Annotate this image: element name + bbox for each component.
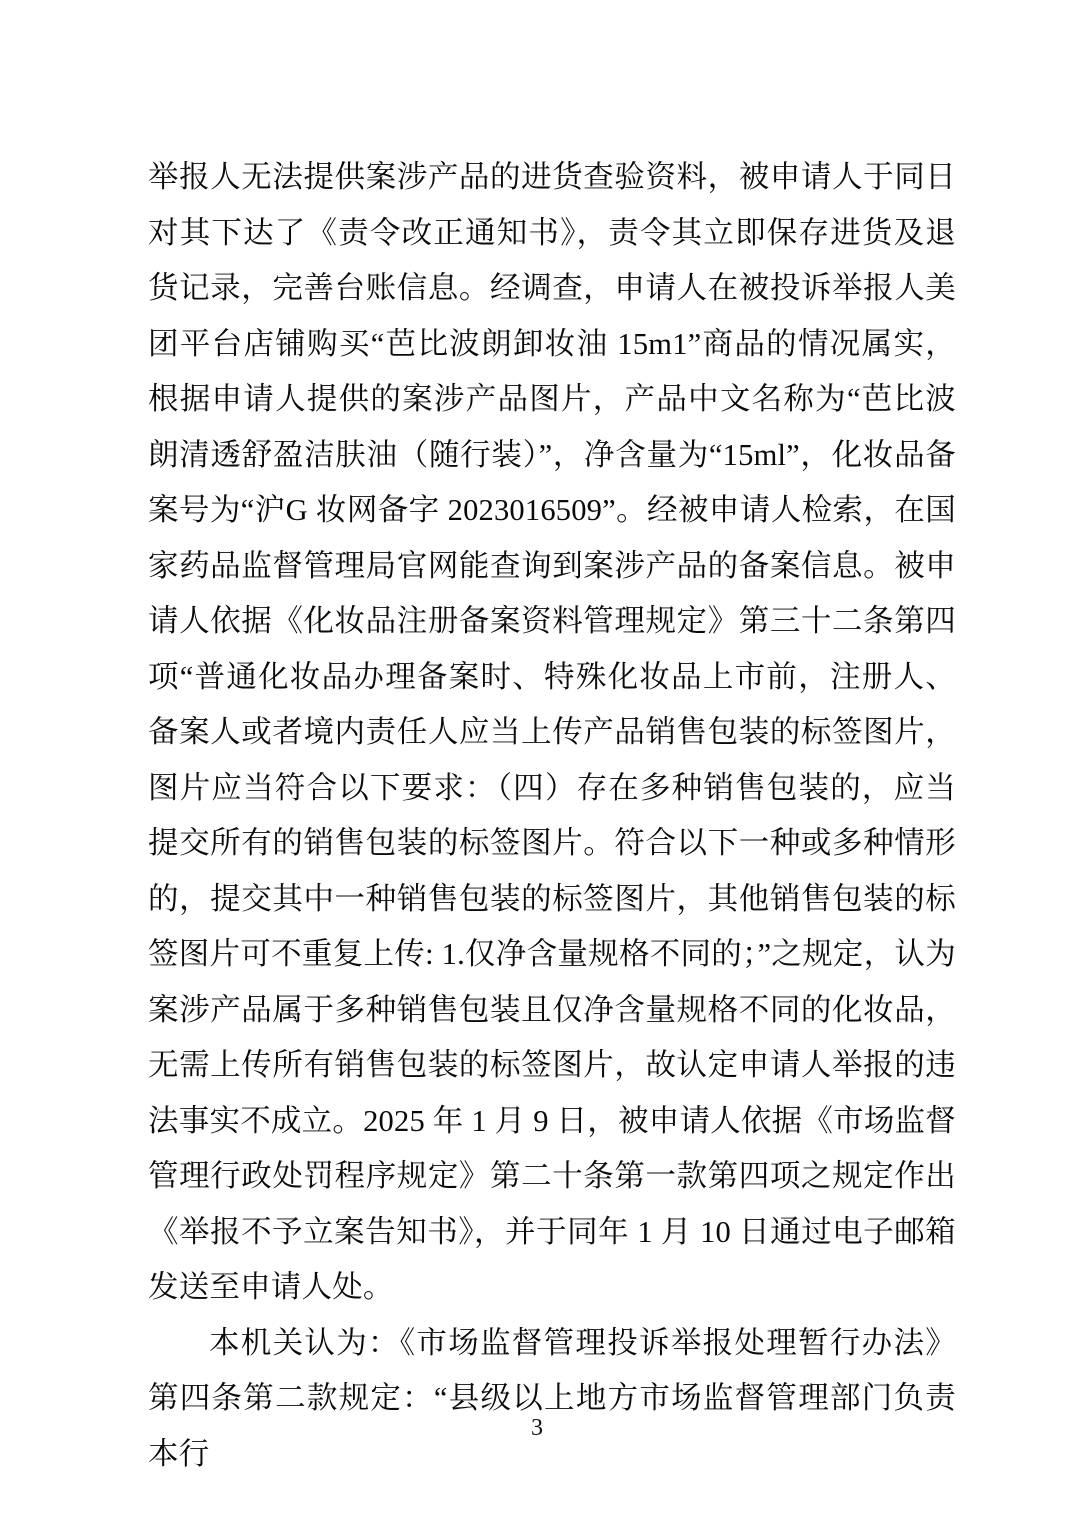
paragraph-continued: 举报人无法提供案涉产品的进货查验资料，被申请人于同日对其下达了《责令改正通知书》，责令其立即保存进货及退货记录，完善台账信息。经调查，申请人在被投诉举报人美团平台店铺购买“芭比波朗卸妆油 15m1”商品的情况属实，根据申请人提供的案涉产品图片，产品中文名称为“芭比波朗清透舒盈洁肤油（随行装）”，净含量为“15ml”，化妆品备案号为“沪G 妆网备字 2023016509”。经被申请人检索，在国家药品监督管理局官网能查询到案涉产品的备案信息。被申请人依据《化妆品注册备案资料管理规定》第三十二条第四项“普通化妆品办理备案时、特殊化妆品上市前，注册人、备案人或者境内责任人应当上传产品销售包装的标签图片，图片应当符合以下要求：（四）存在多种销售包装的，应当提交所有的销售包装的标签图片。符合以下一种或多种情形的，提交其中一种销售包装的标签图片，其他销售包装的标签图片可不重复上传: 1.仅净含量规格不同的；”之规定，认为案涉产品属于多种销售包装且仅净含量规格不同的化妆品，无需上传所有销售包装的标签图片，故认定申请人举报的违法事实不成立。2025 年 1 月 9 日，被申请人依据《市场监督管理行政处罚程序规定》第二十条第一款第四项之规定作出《举报不予立案告知书》，并于同年 1 月 10 日通过电子邮箱发送至申请人处。	[148, 160, 956, 1304]
page-number: 3	[531, 1415, 543, 1441]
document-body	[148, 150, 956, 1482]
paragraph-opinion: 本机关认为：《市场监督管理投诉举报处理暂行办法》第四条第二款规定：“县级以上地方市场监督管理部门负责本行	[148, 1325, 956, 1471]
